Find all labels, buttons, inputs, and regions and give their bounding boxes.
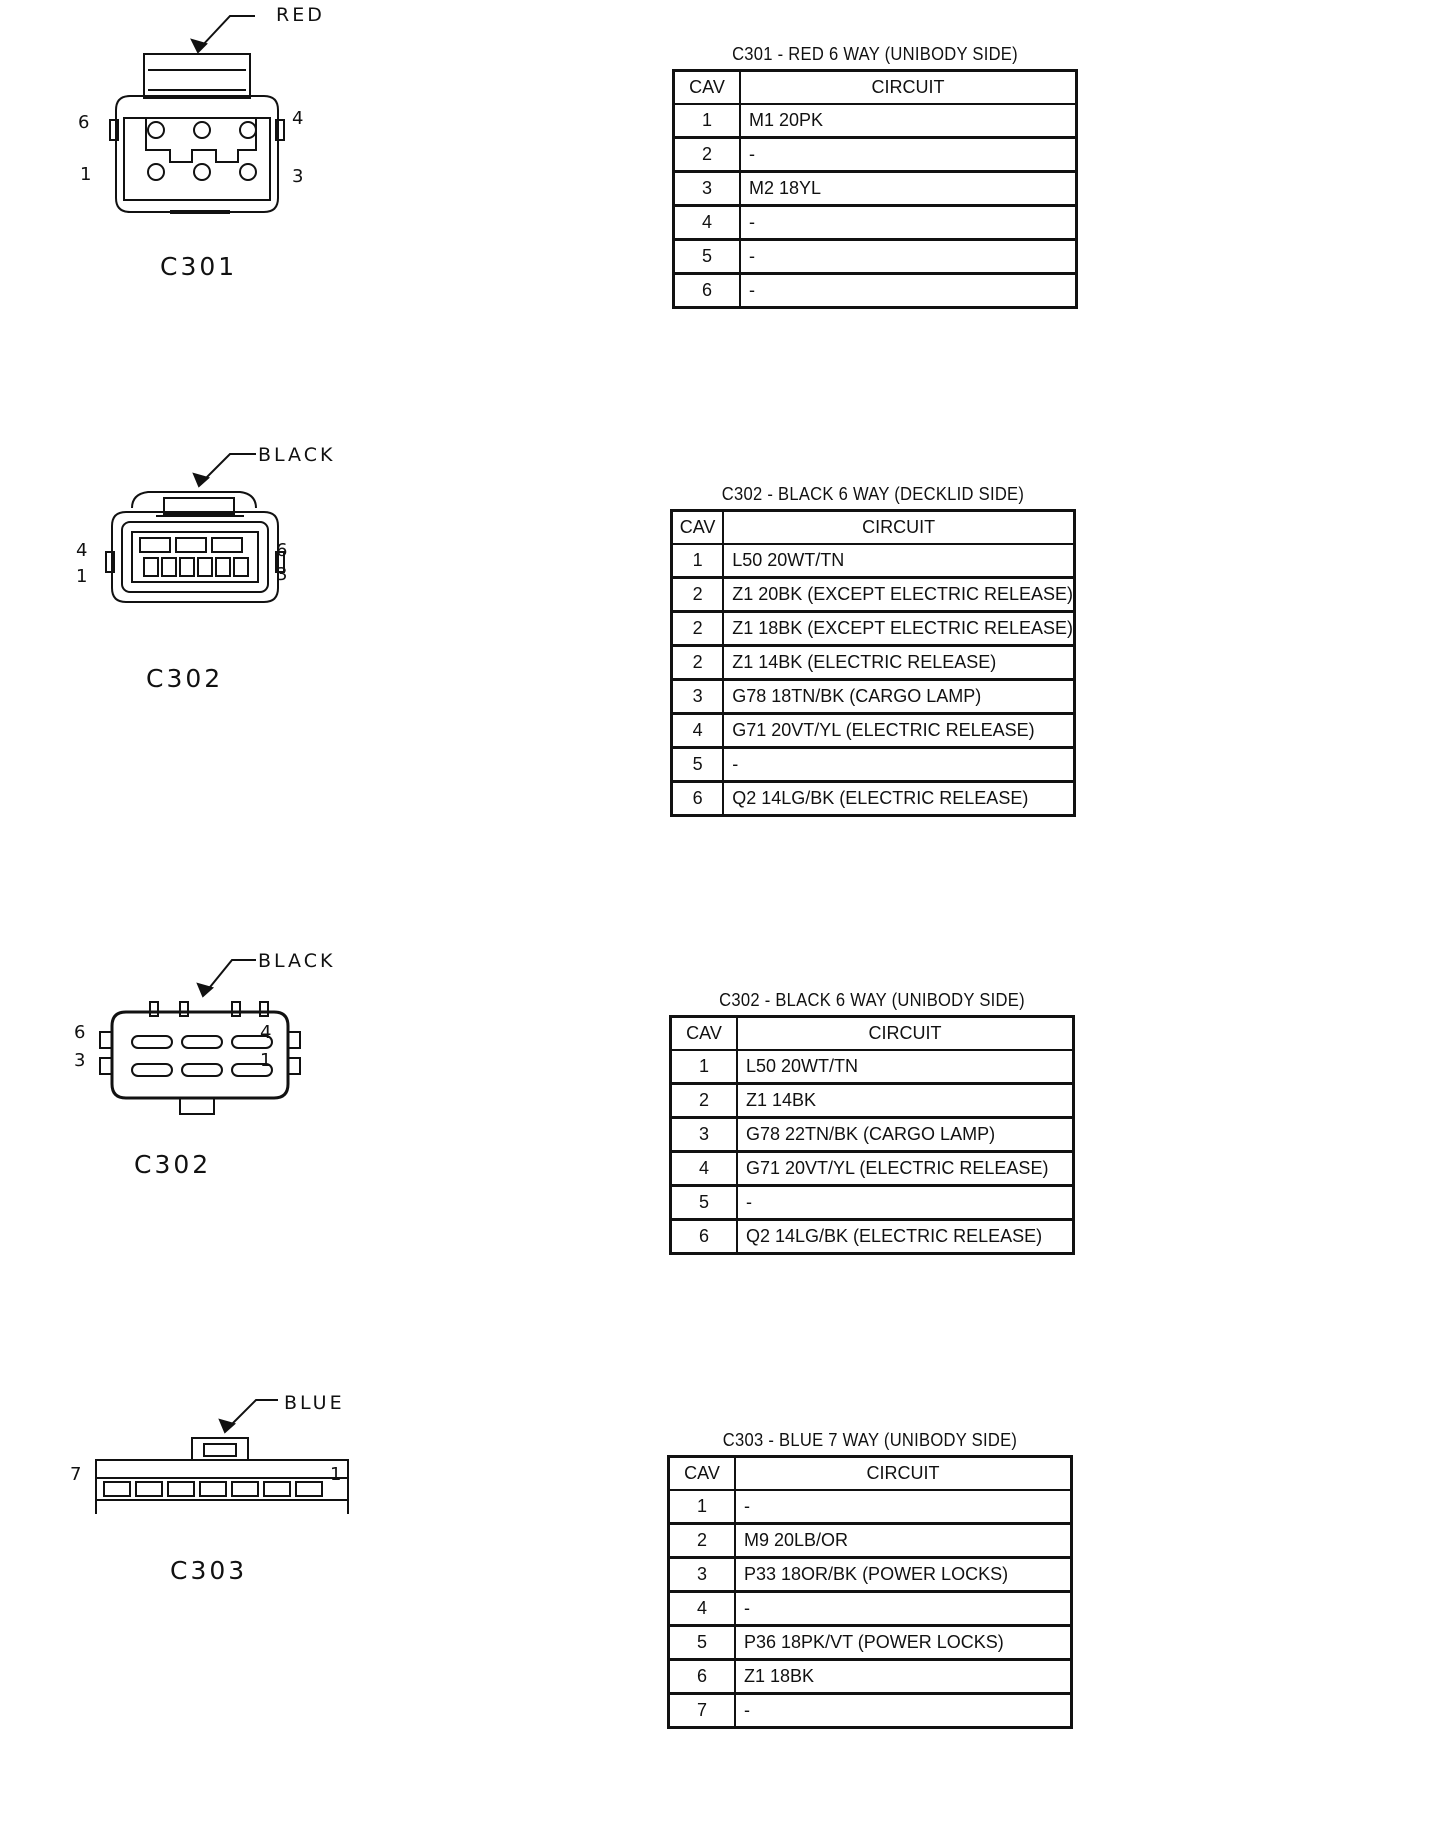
cav-header: CAV [669,1457,736,1491]
table-row [669,1626,1072,1660]
connector-label: C302 [146,664,224,693]
cav-cell: 4 [669,1592,736,1626]
pin-number: 4 [76,540,88,561]
circuit-cell: - [735,1694,1072,1728]
circuit-cell: G78 22TN/BK (CARGO LAMP) [737,1118,1074,1152]
cav-cell: 4 [672,714,724,748]
table-row [671,1186,1074,1220]
cav-cell: 5 [669,1626,736,1660]
table-row [672,578,1075,612]
circuit-cell: M2 18YL [740,172,1077,206]
pin-number: 3 [276,564,288,585]
pin-number: 1 [80,164,92,185]
cav-header: CAV [674,71,741,105]
connector-c302-icon [60,946,360,1146]
cav-cell: 5 [672,748,724,782]
pin-number: 1 [330,1464,342,1485]
connector-label: C303 [170,1556,248,1585]
pin-number: 1 [260,1050,272,1071]
cav-cell: 4 [671,1152,738,1186]
circuit-header: CIRCUIT [737,1017,1074,1051]
circuit-cell: Z1 20BK (EXCEPT ELECTRIC RELEASE) [723,578,1074,612]
table-title: C303 - BLUE 7 WAY (UNIBODY SIDE) [722,1430,1018,1450]
pinout-table-c302-decklid [670,484,1076,817]
pinout-table [672,69,1078,309]
circuit-cell: - [735,1592,1072,1626]
pin-number: 3 [74,1050,86,1071]
table-row [671,1050,1074,1084]
table-row [674,172,1077,206]
cav-cell: 4 [674,206,741,240]
table-row [669,1490,1072,1524]
table-row [671,1220,1074,1254]
pin-number: 3 [292,166,304,187]
circuit-cell: Z1 14BK (ELECTRIC RELEASE) [723,646,1074,680]
circuit-cell: G71 20VT/YL (ELECTRIC RELEASE) [723,714,1074,748]
table-title: C301 - RED 6 WAY (UNIBODY SIDE) [732,44,1018,64]
cav-cell: 6 [672,782,724,816]
table-row [671,1152,1074,1186]
table-row [669,1660,1072,1694]
circuit-cell: - [737,1186,1074,1220]
pin-number: 1 [76,566,88,587]
circuit-cell: M1 20PK [740,104,1077,138]
table-row [672,544,1075,578]
cav-cell: 1 [671,1050,738,1084]
table-row [674,206,1077,240]
table-row [672,782,1075,816]
cav-cell: 7 [669,1694,736,1728]
table-row [669,1558,1072,1592]
pinout-table [669,1015,1075,1255]
pin-number: 6 [74,1022,86,1043]
cav-cell: 5 [674,240,741,274]
cav-cell: 3 [671,1118,738,1152]
connector-label: C301 [160,252,238,281]
circuit-cell: Z1 14BK [737,1084,1074,1118]
cav-cell: 1 [672,544,724,578]
table-row [671,1084,1074,1118]
circuit-cell: L50 20WT/TN [723,544,1074,578]
cav-cell: 1 [674,104,741,138]
cav-cell: 2 [671,1084,738,1118]
table-row [671,1118,1074,1152]
pinout-table-c303 [667,1430,1073,1729]
pinout-table [670,509,1076,817]
circuit-cell: - [740,138,1077,172]
circuit-cell: - [735,1490,1072,1524]
cav-header: CAV [671,1017,738,1051]
table-title: C302 - BLACK 6 WAY (DECKLID SIDE) [721,484,1025,504]
table-row [672,680,1075,714]
connector-label: C302 [134,1150,212,1179]
cav-cell: 5 [671,1186,738,1220]
pin-number: 4 [292,108,304,129]
circuit-cell: - [740,240,1077,274]
pinout-table-c301 [672,44,1078,309]
pinout-table [667,1455,1073,1729]
color-tag: BLACK [258,950,336,972]
cav-cell: 6 [671,1220,738,1254]
color-tag: BLACK [258,444,336,466]
connector-c301-icon [60,0,360,290]
cav-cell: 2 [672,646,724,680]
circuit-cell: - [723,748,1074,782]
pin-number: 4 [260,1022,272,1043]
pin-number: 6 [276,540,288,561]
table-row [674,104,1077,138]
cav-cell: 2 [669,1524,736,1558]
cav-cell: 2 [672,612,724,646]
circuit-cell: Z1 18BK (EXCEPT ELECTRIC RELEASE) [723,612,1074,646]
table-row [672,612,1075,646]
circuit-header: CIRCUIT [723,511,1074,545]
color-tag: BLUE [284,1392,345,1414]
connector-c302-icon [60,440,360,700]
table-title: C302 - BLACK 6 WAY (UNIBODY SIDE) [719,990,1025,1010]
table-row [674,138,1077,172]
circuit-cell: Z1 18BK [735,1660,1072,1694]
color-tag: RED [276,4,325,26]
table-row [674,240,1077,274]
table-row [674,274,1077,308]
table-row [672,714,1075,748]
table-row [672,748,1075,782]
pin-number: 6 [78,112,90,133]
circuit-cell: L50 20WT/TN [737,1050,1074,1084]
circuit-cell: M9 20LB/OR [735,1524,1072,1558]
cav-cell: 3 [669,1558,736,1592]
circuit-cell: - [740,274,1077,308]
table-row [669,1592,1072,1626]
circuit-cell: - [740,206,1077,240]
table-row [672,646,1075,680]
circuit-cell: G71 20VT/YL (ELECTRIC RELEASE) [737,1152,1074,1186]
cav-cell: 6 [674,274,741,308]
circuit-cell: Q2 14LG/BK (ELECTRIC RELEASE) [737,1220,1074,1254]
cav-header: CAV [672,511,724,545]
cav-cell: 2 [674,138,741,172]
pinout-table-c302-unibody [669,990,1075,1255]
cav-cell: 3 [672,680,724,714]
table-row [669,1524,1072,1558]
circuit-header: CIRCUIT [740,71,1077,105]
pin-number: 7 [70,1464,82,1485]
cav-cell: 6 [669,1660,736,1694]
connector-c301-drawing [60,0,360,290]
circuit-cell: P33 18OR/BK (POWER LOCKS) [735,1558,1072,1592]
circuit-header: CIRCUIT [735,1457,1072,1491]
connector-c302-decklid-drawing [60,440,360,700]
circuit-cell: P36 18PK/VT (POWER LOCKS) [735,1626,1072,1660]
connector-c302-unibody-drawing [60,946,360,1146]
cav-cell: 2 [672,578,724,612]
cav-cell: 3 [674,172,741,206]
cav-cell: 1 [669,1490,736,1524]
circuit-cell: G78 18TN/BK (CARGO LAMP) [723,680,1074,714]
table-row [669,1694,1072,1728]
circuit-cell: Q2 14LG/BK (ELECTRIC RELEASE) [723,782,1074,816]
